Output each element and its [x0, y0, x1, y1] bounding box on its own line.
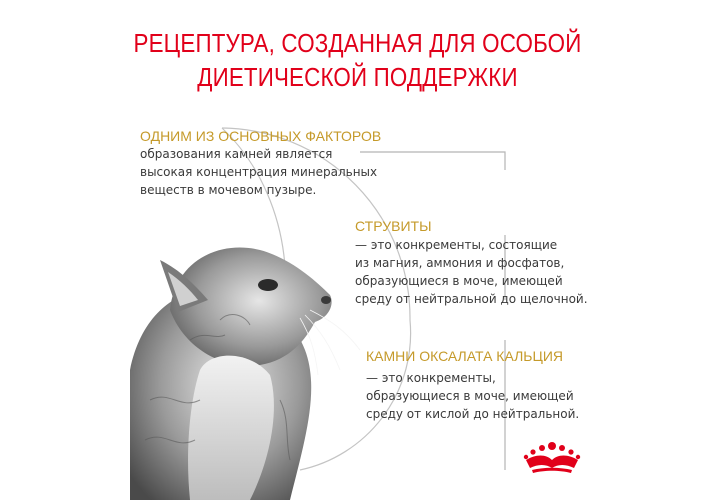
section-3-heading: КАМНИ ОКСАЛАТА КАЛЬЦИЯ: [366, 348, 564, 364]
section-2-line-3: образующиеся в моче, имеющей: [355, 274, 563, 288]
section-2-heading: СТРУВИТЫ: [355, 218, 432, 234]
cat-eye: [258, 279, 278, 291]
section-1-text: [140, 145, 377, 199]
section-3-line-2: образующиеся в моче, имеющей: [366, 389, 574, 403]
cat-image: [130, 200, 390, 500]
section-3-line-1: — это конкременты,: [366, 371, 496, 385]
cat-nose: [321, 296, 331, 304]
bracket-top-line: [360, 152, 505, 170]
section-3-text: [366, 369, 579, 423]
section-1-heading: ОДНИМ ИЗ ОСНОВНЫХ ФАКТОРОВ: [140, 128, 382, 144]
section-2-line-2: из магния, аммония и фосфатов,: [355, 256, 565, 270]
section-2-line-4: среду от нейтральной до щелочной.: [355, 292, 588, 306]
section-1-line-2: высокая концентрация минеральных: [140, 165, 378, 179]
section-1-line-3: веществ в мочевом пузыре.: [140, 183, 317, 197]
section-3-line-3: среду от кислой до нейтральной.: [366, 407, 580, 421]
royal-canin-crown-icon: [522, 440, 582, 474]
title-line-1: РЕЦЕПТУРА, СОЗДАННАЯ ДЛЯ ОСОБОЙ: [133, 28, 582, 58]
title-line-2: ДИЕТИЧЕСКОЙ ПОДДЕРЖКИ: [197, 62, 518, 92]
section-2-text: [355, 236, 588, 308]
section-2-line-1: — это конкременты, состоящие: [355, 238, 558, 252]
section-1-line-1: образования камней является: [140, 147, 333, 161]
